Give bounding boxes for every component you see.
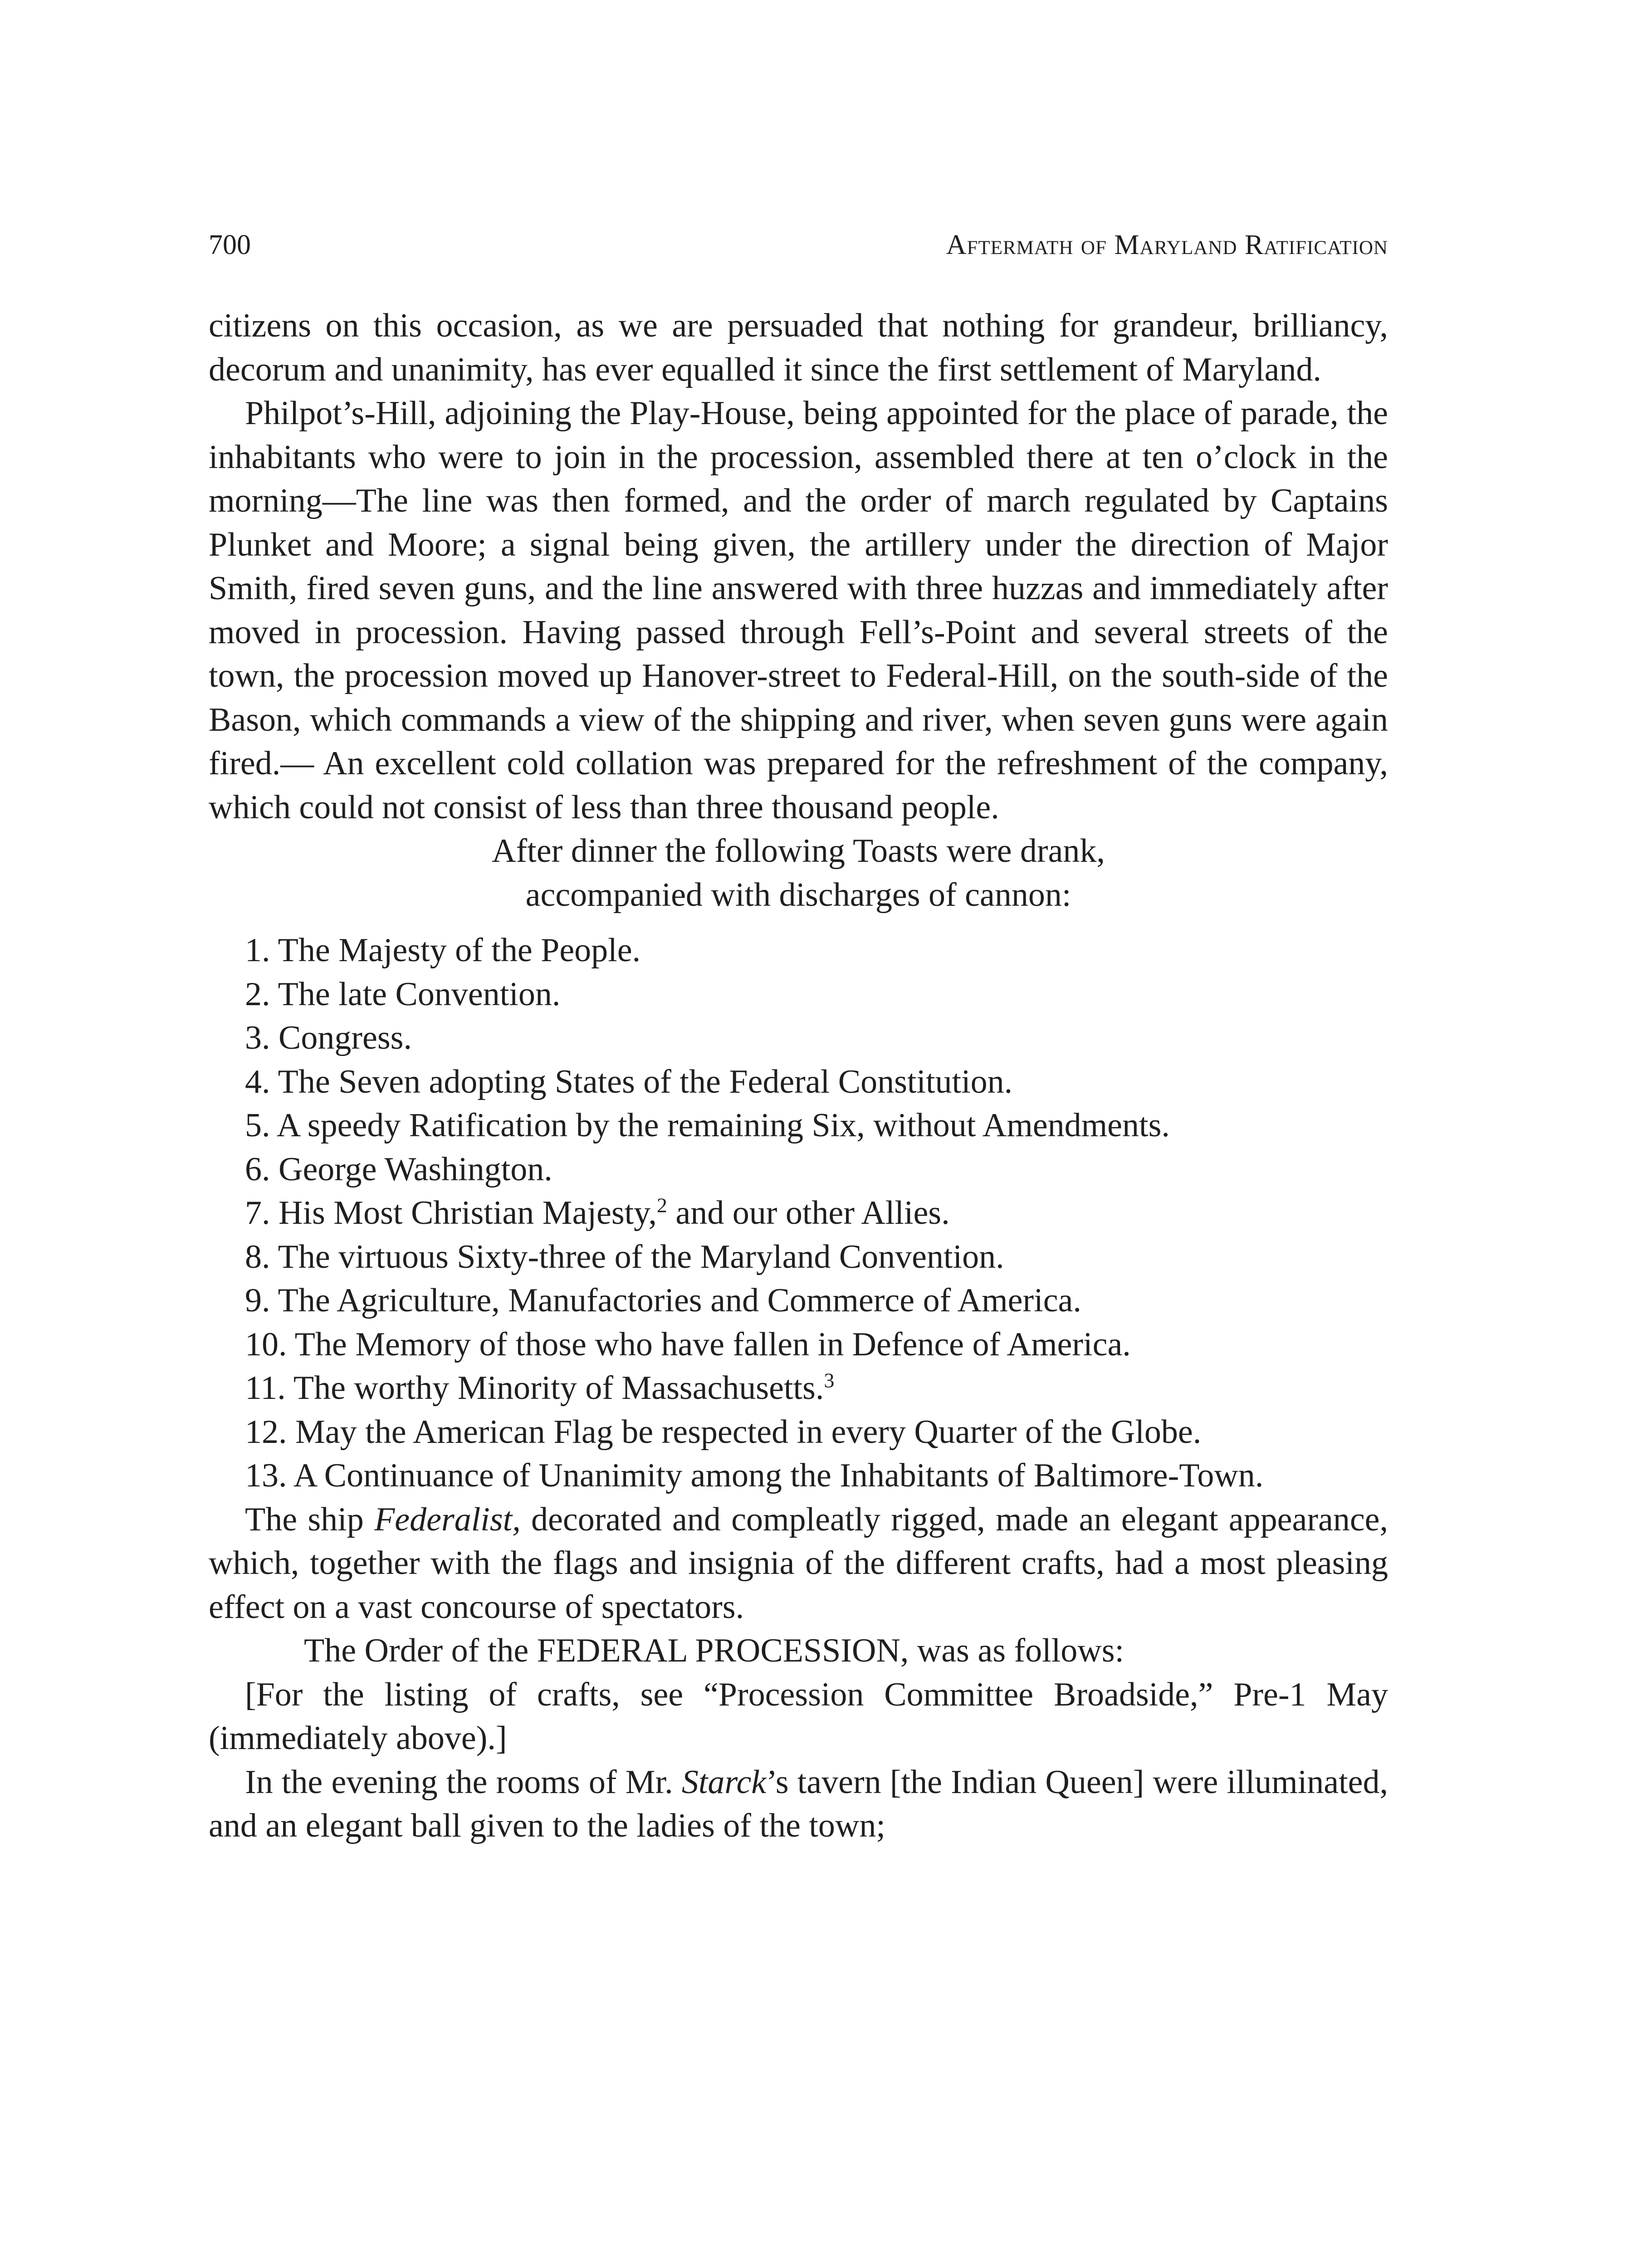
body-text <box>209 304 1388 1848</box>
toast-text: 7. His Most Christian Majesty, <box>245 1194 657 1232</box>
ship-text-lead: The ship <box>245 1501 375 1538</box>
toast-intro-line-1: After dinner the following Toasts were drank, <box>492 832 1105 870</box>
toast-item <box>209 1366 1388 1410</box>
ship-name: Federalist, <box>374 1501 521 1538</box>
toast-list <box>209 929 1388 1498</box>
editorial-bracket-note: [For the listing of crafts, see “Procession Committee Broadside,” Pre-1 May (immediately above).] <box>209 1676 1388 1757</box>
paragraph-continuation: citizens on this occasion, as we are persuaded that nothing for grandeur, brilliancy, decorum and unanimity, has ever equalled it since the first settlement of Maryland. <box>209 307 1388 388</box>
toast-item: 10. The Memory of those who have fallen in Defence of America. <box>245 1325 1131 1363</box>
evening-text-lead: In the evening the rooms of Mr. <box>245 1763 682 1801</box>
running-title: Aftermath of Maryland Ratification <box>946 230 1388 260</box>
toast-item: 6. George Washington. <box>245 1150 552 1188</box>
footnote-marker[interactable]: 3 <box>824 1369 835 1392</box>
procession-order-line: The Order of the FEDERAL PROCESSION, was as follows: <box>304 1632 1125 1669</box>
toast-item: 13. A Continuance of Unanimity among the Inhabitants of Baltimore-Town. <box>245 1457 1264 1494</box>
toast-intro-line-2: accompanied with discharges of cannon: <box>525 876 1071 914</box>
toast-item: 1. The Majesty of the People. <box>245 932 641 969</box>
toast-item: 8. The virtuous Sixty-three of the Maryland Convention. <box>245 1238 1004 1276</box>
toast-item: 12. May the American Flag be respected in every Quarter of the Globe. <box>245 1413 1202 1451</box>
evening-text-rest: ’s tavern [the Indian Queen] were illuminated, and an elegant ball given to the ladies of the town; <box>209 1763 1388 1844</box>
paragraph-ship <box>209 1498 1388 1629</box>
running-head <box>209 218 1388 272</box>
page-number: 700 <box>209 230 251 260</box>
ship-text-rest: decorated and compleatly rigged, made an elegant appearance, which, together with the flags and insignia of the different crafts, had a most pleasing effect on a vast concourse of spectators. <box>209 1501 1389 1626</box>
toast-item: 3. Congress. <box>245 1019 412 1056</box>
toast-item: 9. The Agriculture, Manufactories and Commerce of America. <box>245 1282 1081 1319</box>
toast-item: 2. The late Convention. <box>245 975 561 1013</box>
document-page <box>209 218 1388 1848</box>
toast-text-tail: and our other Allies. <box>667 1194 950 1232</box>
paragraph-evening <box>209 1760 1388 1848</box>
tavern-keeper-name: Starck <box>681 1763 767 1801</box>
toast-item: 5. A speedy Ratification by the remaining Six, without Amendments. <box>245 1107 1170 1144</box>
footnote-marker[interactable]: 2 <box>656 1193 667 1217</box>
toast-text: 11. The worthy Minority of Massachusetts. <box>245 1369 824 1407</box>
toast-item: 4. The Seven adopting States of the Federal Constitution. <box>245 1063 1013 1100</box>
paragraph-procession: Philpot’s-Hill, adjoining the Play-House, being appointed for the place of parade, the inhabitants who were to join in the procession, assembled there at ten o’clock in the morning—The line was then formed, and the order of march regulated by Captains Plunket and Moore; a signal being given, the artillery under the direction of Major Smith, fired seven guns, and the line answered with three huzzas and immediately after moved in procession. Having passed through Fell’s-Point and several streets of the town, the procession moved up Hanover-street to Federal-Hill, on the south-side of the Bason, which commands a view of the shipping and river, when seven guns were again fired.— An excellent cold collation was prepared for the refreshment of the company, which could not consist of less than three thousand people. <box>209 395 1388 826</box>
toast-item <box>209 1191 1388 1235</box>
